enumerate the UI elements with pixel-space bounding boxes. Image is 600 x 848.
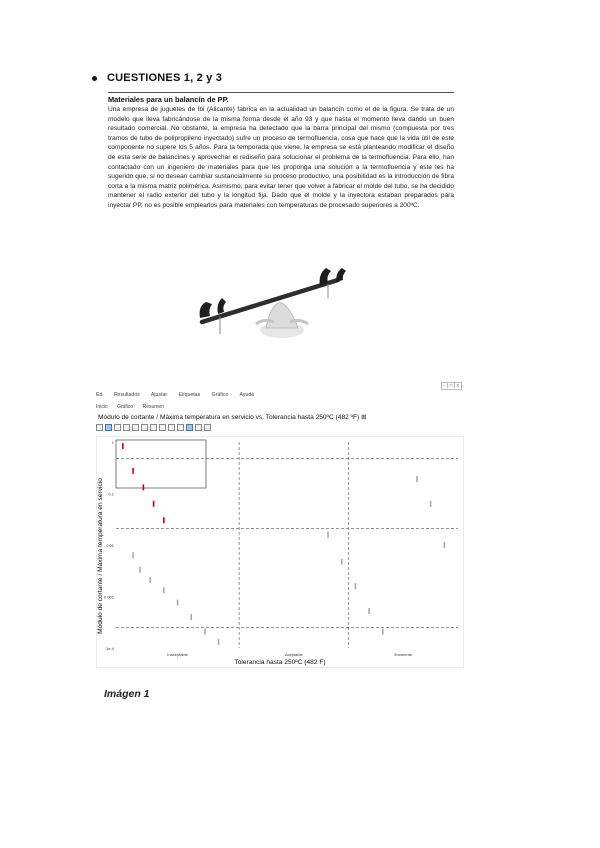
data-point[interactable]: [177, 600, 179, 606]
y-tick-label: 1e-4: [105, 646, 114, 651]
menu-item[interactable]: Ajustar: [150, 392, 168, 398]
data-point[interactable]: [132, 552, 134, 558]
x-tick-label: Aceptable: [284, 652, 303, 657]
data-point[interactable]: [132, 468, 134, 474]
seesaw-illustration: [190, 258, 350, 342]
tab-item[interactable]: Gráfico: [117, 404, 134, 410]
tab-item[interactable]: Resumen: [142, 404, 164, 410]
menu-item[interactable]: Ayuda: [239, 392, 255, 398]
label-tool-icon[interactable]: [177, 424, 184, 431]
data-point[interactable]: [139, 567, 141, 573]
chart-window-title: Módulo de cortante / Máxima temperatura en servicio vs. Tolerancia hasta 250ºC (482 ºF) ⊞: [98, 414, 367, 421]
settings-icon[interactable]: [195, 424, 202, 431]
menu-item[interactable]: Etiquetas: [178, 392, 201, 398]
export-icon[interactable]: [204, 424, 211, 431]
x-tick-label: Inaceptable: [167, 652, 188, 657]
data-point[interactable]: [355, 583, 357, 589]
bullet-icon: [92, 76, 97, 81]
data-point[interactable]: [163, 517, 165, 523]
menu-bar: [96, 392, 464, 402]
menu-item[interactable]: Ed: [96, 392, 103, 398]
figure-caption: Imágen 1: [104, 688, 150, 700]
x-tick-label: Excelente: [394, 652, 413, 657]
grid-icon[interactable]: [150, 424, 157, 431]
zoom-in-icon[interactable]: [114, 424, 121, 431]
select-tool-icon[interactable]: [96, 424, 103, 431]
line-tool-icon[interactable]: [159, 424, 166, 431]
y-axis-label: Módulo de cortante / Máxima temperatura en servicio: [97, 478, 104, 634]
scatter-chart: [96, 436, 464, 668]
data-point[interactable]: [153, 501, 155, 507]
search-icon[interactable]: [141, 424, 148, 431]
y-tick-label: 0.001: [103, 594, 114, 600]
zoom-out-icon[interactable]: [123, 424, 130, 431]
data-point[interactable]: [204, 629, 206, 635]
data-point[interactable]: [444, 542, 446, 548]
document-title: Materiales para un balancín de PP.: [108, 95, 229, 104]
section-title: CUESTIONES 1, 2 y 3: [107, 72, 223, 84]
menu-item[interactable]: Gráfico: [211, 392, 229, 398]
document-body: Una empresa de juguetes de Ibi (Alicante) fabrica en la actualidad un balancín como el de la figura. Se trata de un modelo que lleva fabricándose de la misma forma desde el año 93 y que hasta el momento lleva dando un buen resultado comercial. No obstante, la empresa ha detectado que la barra principal del mismo (compuesta por tres tramos de tubo de polipropileno inyectado) sufre un proceso de termofluencia, cosa que hace que la vida útil de este componente no supere los 5 años. Para la temporada que viene, la empresa se está planteando modificar el diseño de esta serie de balancines y aprovechar el rediseño para solucionar el problema de la termofluencia. Para ello, han contactado con un ingeniero de materiales para que les proponga una solución a la termofluencia y este les ha sugerido que, si no desean cambiar sustancialmente su proceso productivo, una posibilidad es la introducción de fibra corta a la misma matriz polimérica. Asimismo, para evitar tener que volver a fabricar el molde del tubo, se ha decidido mantener el radio exterior del tubo y la longitud fija. Dado que el molde y la inyectora estaban preparados para inyectar PP, no es posible emplearlos para materiales con temperaturas de procesado superiores a 200ºC.: [108, 106, 454, 209]
document-excerpt: [108, 92, 454, 211]
x-axis-label: Tolerancia hasta 250ºC (482 F): [234, 659, 326, 666]
y-tick-label: 1: [111, 440, 114, 445]
data-point[interactable]: [368, 608, 370, 614]
pointer-tool-icon[interactable]: [105, 424, 112, 431]
section-heading: [92, 72, 222, 84]
top-divider: [108, 92, 454, 93]
data-point[interactable]: [163, 587, 165, 593]
filter-icon[interactable]: [186, 424, 193, 431]
y-tick-label: 0.1: [108, 491, 114, 497]
data-point[interactable]: [143, 484, 145, 490]
data-point[interactable]: [218, 639, 220, 645]
data-point[interactable]: [190, 614, 192, 620]
chart-toolbar: [96, 423, 464, 432]
software-screenshot: [96, 378, 464, 668]
box-select-icon[interactable]: [132, 424, 139, 431]
data-point[interactable]: [122, 443, 124, 449]
data-point[interactable]: [327, 532, 329, 538]
y-tick-label: 0.01: [106, 543, 114, 548]
data-point[interactable]: [382, 629, 384, 635]
tab-bar: [96, 404, 464, 412]
data-point[interactable]: [430, 501, 432, 507]
menu-item[interactable]: Resultados: [113, 392, 140, 398]
data-point[interactable]: [149, 577, 151, 583]
data-point[interactable]: [416, 476, 418, 482]
data-point[interactable]: [341, 558, 343, 564]
window-controls[interactable]: - | □ | x: [441, 382, 462, 390]
tab-item[interactable]: Inicio: [96, 404, 108, 410]
arrow-tool-icon[interactable]: [168, 424, 175, 431]
